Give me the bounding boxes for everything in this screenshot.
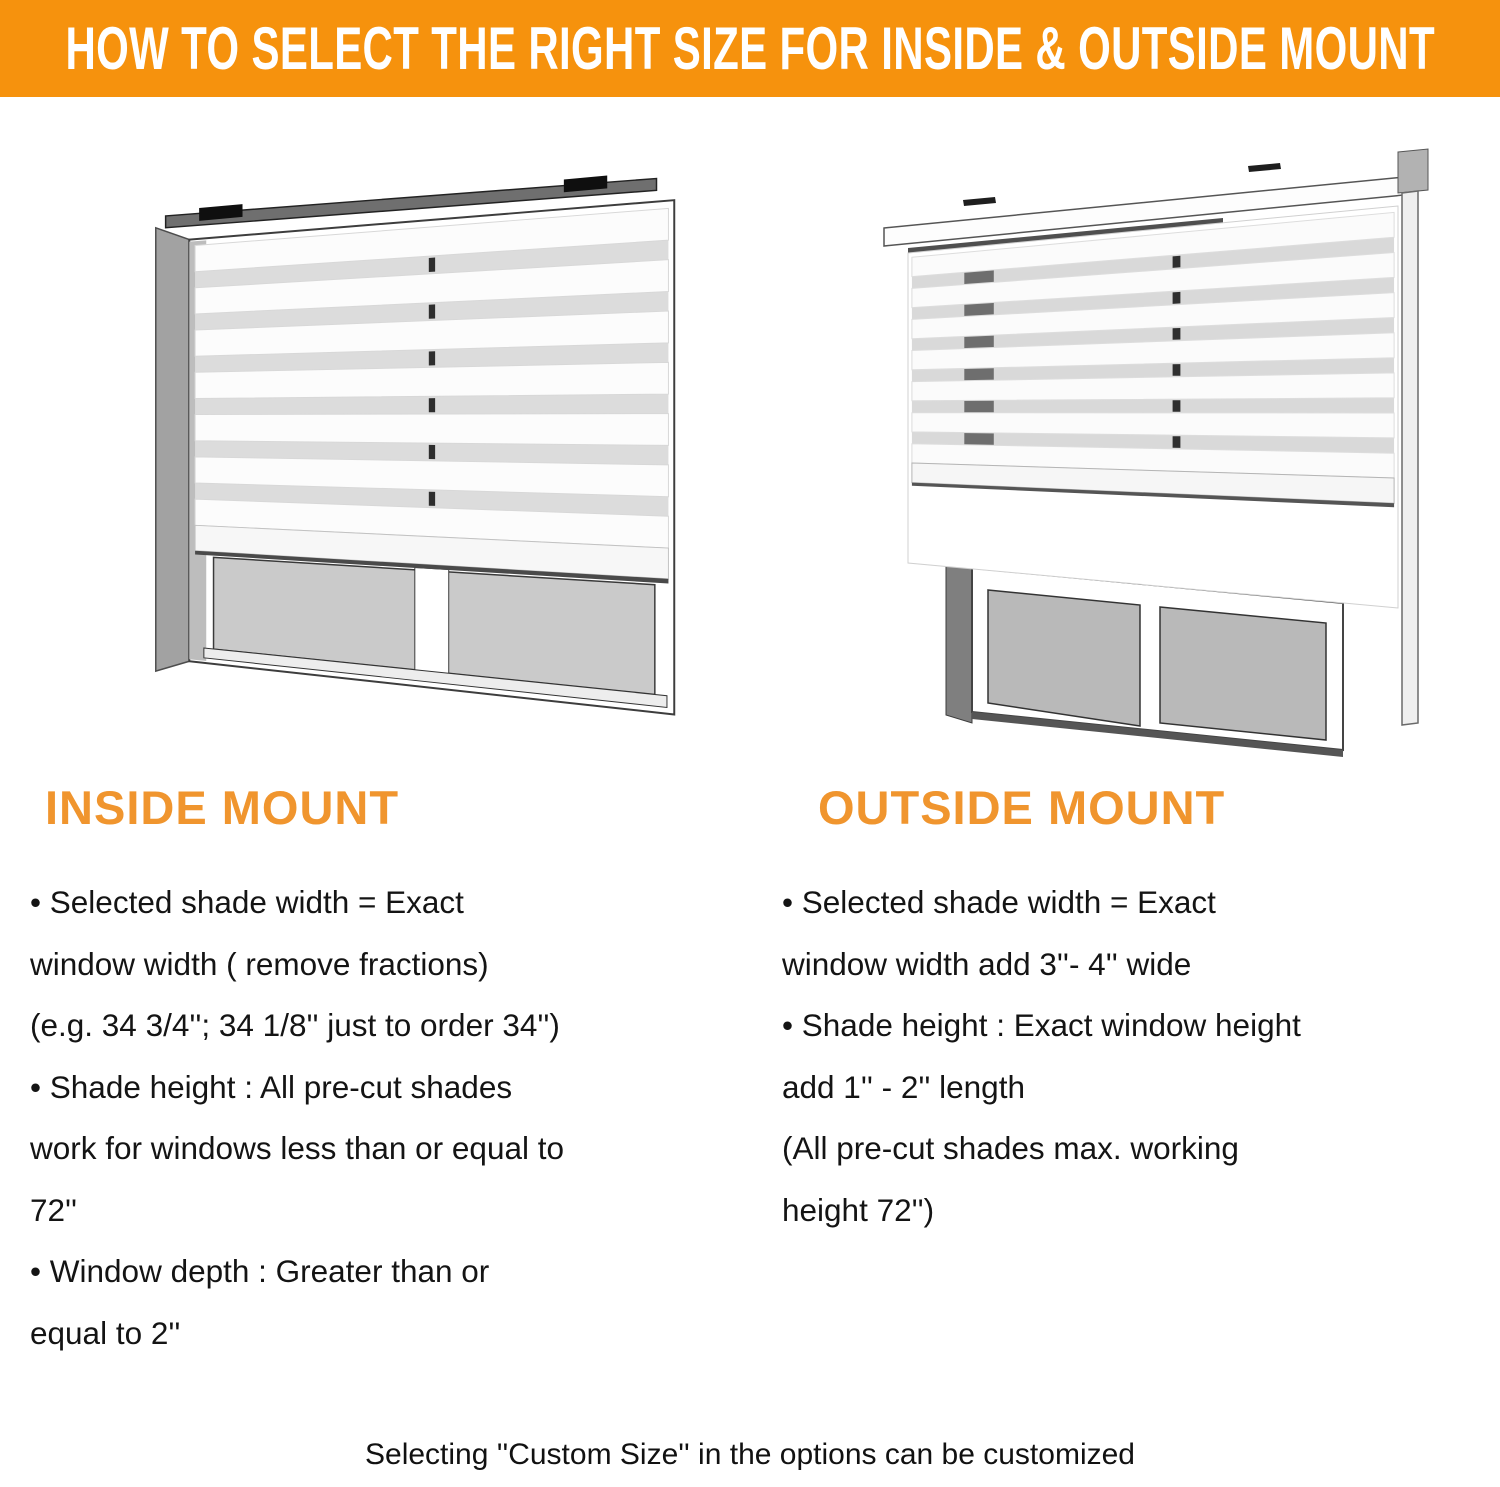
inside-mount-window-drawing <box>140 145 692 746</box>
spec-line: equal to 2'' <box>30 1314 181 1351</box>
spec-line: • Shade height : Exact window height <box>782 1007 1301 1043</box>
custom-size-note: Selecting ''Custom Size'' in the options can be customized <box>365 1438 1135 1471</box>
spec-line: 72'' <box>30 1191 78 1228</box>
inside-mount-specs <box>30 872 745 1364</box>
outside-mount-heading: OUTSIDE MOUNT <box>818 781 1226 834</box>
spec-line: • Selected shade width = Exact <box>30 884 464 920</box>
spec-line: add 1'' - 2'' length <box>782 1068 1025 1105</box>
spec-line: window width add 3''- 4'' wide <box>782 945 1192 982</box>
outside-mount-specs <box>782 872 1497 1241</box>
spec-line: work for windows less than or equal to <box>30 1130 565 1166</box>
spec-line: (e.g. 34 3/4''; 34 1/8'' just to order 34'') <box>30 1007 560 1043</box>
spec-line: • Window depth : Greater than or <box>30 1253 490 1289</box>
inside-mount-heading: INSIDE MOUNT <box>45 781 400 834</box>
spec-line: (All pre-cut shades max. working <box>782 1130 1239 1166</box>
page-title: HOW TO SELECT THE RIGHT SIZE FOR INSIDE & OUTSIDE MOUNT <box>65 15 1435 82</box>
header-banner <box>0 0 1500 97</box>
spec-line: • Shade height : All pre-cut shades <box>30 1068 513 1105</box>
spec-line: • Selected shade width = Exact <box>782 884 1216 920</box>
outside-mount-window-drawing <box>878 138 1448 773</box>
spec-line: height 72'') <box>782 1191 935 1228</box>
spec-line: window width ( remove fractions) <box>30 945 489 982</box>
outside-mount-illustration <box>878 138 1448 773</box>
inside-mount-illustration <box>140 145 692 746</box>
